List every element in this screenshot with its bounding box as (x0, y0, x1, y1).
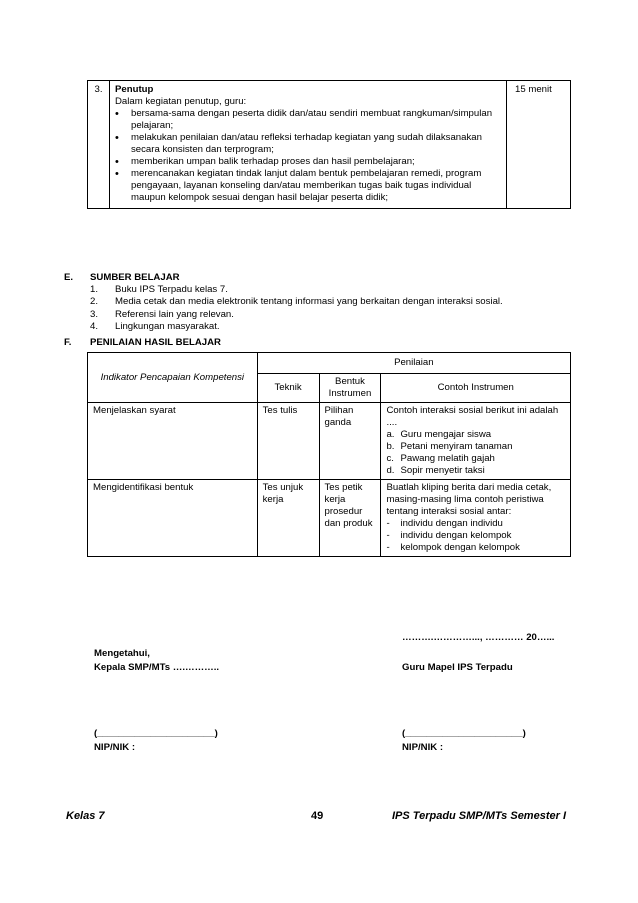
item-number: 2. (90, 296, 99, 308)
left-nip: NIP/NIK : (94, 742, 136, 753)
table-row (88, 480, 571, 557)
activity-bullet: • melakukan penilaian dan/atau refleksi terhadap kegiatan yang sudah dilaksanakan secara konsisten dan terprogram; (115, 132, 501, 156)
item-marker: - (386, 530, 390, 541)
mengetahui-label: Mengetahui, (94, 648, 150, 659)
header-contoh: Contoh Instrumen (381, 374, 571, 403)
list-item (386, 453, 565, 465)
item-text: individu dengan individu (400, 518, 503, 529)
sumber-heading (64, 272, 584, 284)
activity-row (88, 81, 571, 209)
sumber-title: SUMBER BELAJAR (90, 272, 180, 283)
item-marker: c. (386, 453, 394, 464)
item-text: Lingkungan masyarakat. (115, 320, 220, 332)
activity-number: 3. (88, 81, 110, 209)
penilaian-letter: F. (64, 337, 72, 348)
list-item (386, 429, 565, 441)
penilaian-title: PENILAIAN HASIL BELAJAR (90, 337, 221, 348)
item-marker: b. (386, 441, 395, 452)
item-text: Sopir menyetir taksi (400, 465, 485, 476)
date-line: ……….…………..., ………… 20…... (402, 632, 555, 643)
right-nip: NIP/NIK : (402, 742, 444, 753)
item-text: Guru mengajar siswa (400, 429, 492, 440)
header-indikator: Indikator Pencapaian Kompetensi (88, 353, 258, 403)
contoh-cell (381, 480, 571, 557)
teknik-cell: Tes tulis (257, 403, 319, 480)
sumber-letter: E. (64, 272, 74, 283)
kepala-label: Kepala SMP/MTs ….……….. (94, 662, 220, 673)
item-number: 3. (90, 308, 99, 320)
list-item (386, 465, 565, 477)
sumber-item (90, 309, 584, 321)
bentuk-cell: Tes petik kerja prosedur dan produk (319, 480, 381, 557)
indikator-cell: Menjelaskan syarat (88, 403, 258, 480)
item-text: Referensi lain yang relevan. (115, 308, 234, 320)
item-marker: - (386, 542, 390, 553)
sumber-belajar-section (64, 272, 584, 333)
teknik-cell: Tes unjuk kerja (257, 480, 319, 557)
item-marker: a. (386, 429, 395, 440)
item-text: Pawang melatih gajah (400, 453, 495, 464)
item-text: Media cetak dan media elektronik tentang informasi yang berkaitan dengan interaksi sosial. (115, 296, 503, 308)
list-item (386, 542, 565, 554)
bentuk-cell: Pilihan ganda (319, 403, 381, 480)
item-text: Petani menyiram tanaman (400, 441, 513, 452)
guru-label: Guru Mapel IPS Terpadu (402, 662, 513, 673)
activity-intro: Dalam kegiatan penutup, guru: (115, 96, 247, 107)
activity-time: 15 menit (507, 81, 571, 209)
activity-bullet: • merencanakan kegiatan tindak lanjut dalam bentuk pembelajaran remedi, program pengayaan, layanan konseling dan/atau memberikan tugas baik tugas individual maupun kelompok sesuai dengan hasil belajar peserta didik; (115, 168, 501, 204)
list-item (386, 441, 565, 453)
contoh-cell (381, 403, 571, 480)
item-marker: d. (386, 465, 395, 476)
sumber-list (90, 284, 584, 333)
contoh-intro: Contoh interaksi sosial berikut ini adalah .... (386, 405, 559, 428)
activity-bullet-list (115, 108, 501, 204)
right-signature-blank: (______________________) (402, 728, 526, 739)
assessment-table (87, 352, 571, 557)
page-number: 49 (311, 810, 324, 822)
contoh-list (386, 429, 565, 477)
item-number: 4. (90, 320, 99, 332)
activity-bullet: • memberikan umpan balik terhadap proses dan hasil pembelajaran; (115, 156, 501, 168)
activity-title: Penutup (115, 84, 154, 95)
header-penilaian: Penilaian (257, 353, 570, 374)
header-teknik: Teknik (257, 374, 319, 403)
sumber-item (90, 321, 584, 333)
activity-table (87, 80, 571, 209)
list-item (386, 530, 565, 542)
contoh-intro: Buatlah kliping berita dari media cetak, masing-masing lima contoh peristiwa tentang interaksi sosial antar: (386, 482, 552, 517)
left-signature-blank: (______________________) (94, 728, 218, 739)
indikator-cell: Mengidentifikasi bentuk (88, 480, 258, 557)
table-row (88, 403, 571, 480)
sumber-item (90, 296, 584, 308)
item-text: individu dengan kelompok (400, 530, 512, 541)
footer-subject: IPS Terpadu SMP/MTs Semester I (391, 810, 566, 822)
item-marker: - (386, 518, 390, 529)
item-text: kelompok dengan kelompok (400, 542, 520, 553)
item-text: Buku IPS Terpadu kelas 7. (115, 284, 228, 296)
sumber-item (90, 284, 584, 296)
contoh-list (386, 518, 565, 554)
item-number: 1. (90, 284, 99, 296)
penilaian-section (64, 337, 221, 349)
activity-bullet: • bersama-sama dengan peserta didik dan/atau sendiri membuat rangkuman/simpulan pelajaran; (115, 108, 501, 132)
header-bentuk: Bentuk Instrumen (319, 374, 381, 403)
penilaian-heading (64, 337, 221, 349)
assessment-header-row (88, 353, 571, 374)
activity-content (110, 81, 507, 209)
list-item (386, 518, 565, 530)
footer-class: Kelas 7 (66, 810, 105, 822)
